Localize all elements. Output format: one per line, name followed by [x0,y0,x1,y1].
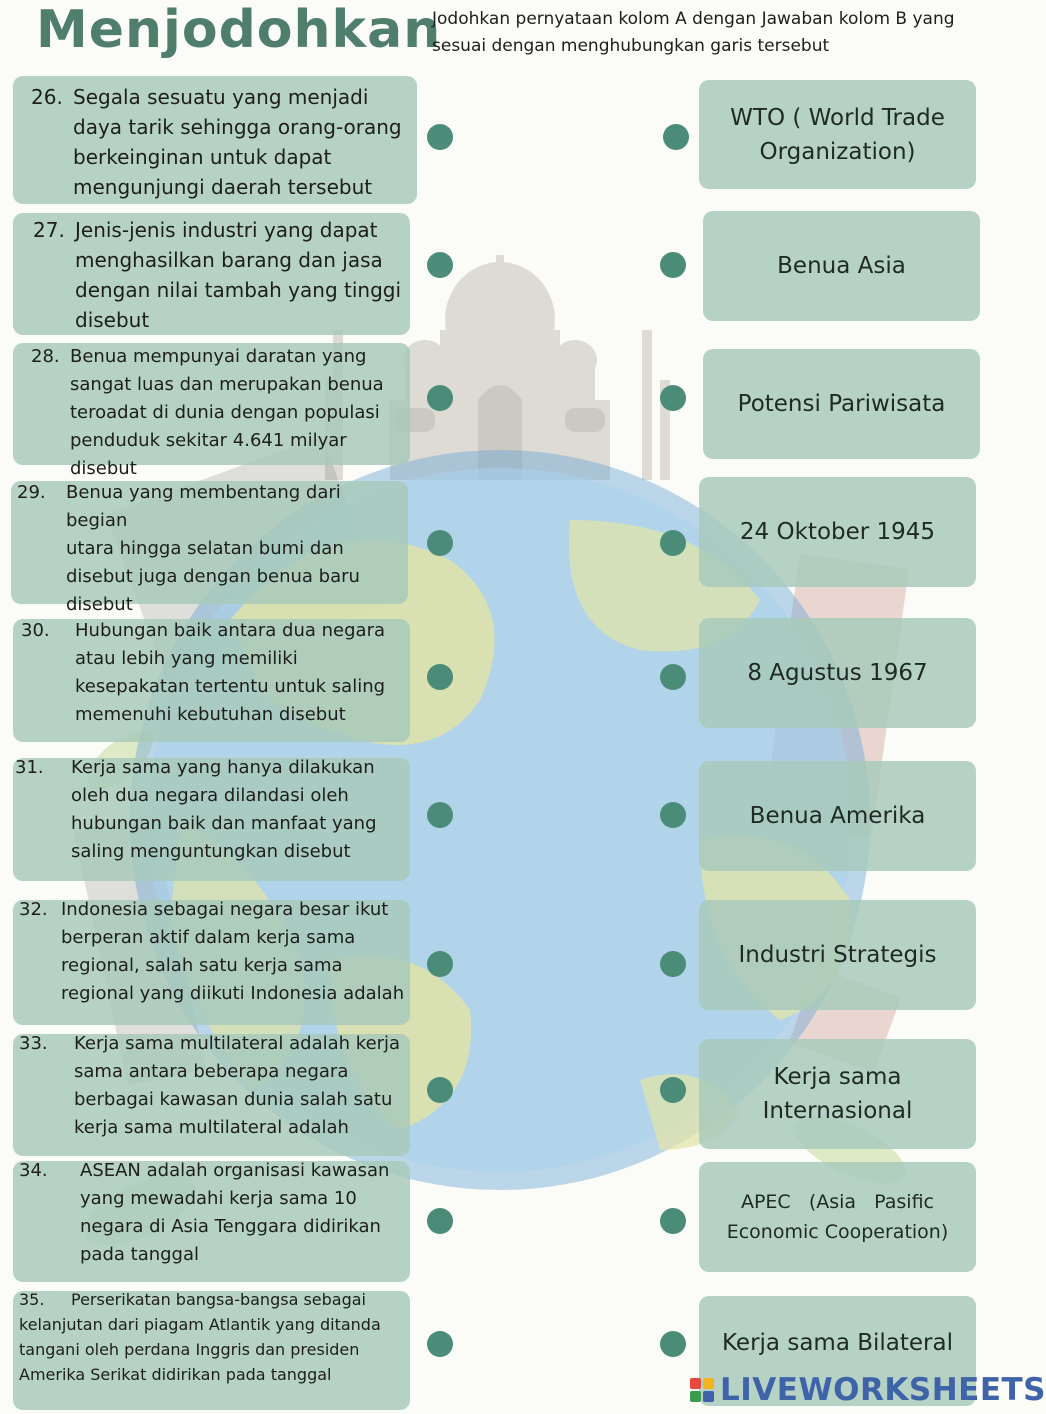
question-box-33 [13,1034,410,1156]
answer-box-4: 24 Oktober 1945 [699,477,976,587]
brand-name: LIVEWORKSHEETS [720,1372,1046,1408]
match-dot-left-26[interactable] [427,124,453,150]
question-number: 31. [15,757,44,778]
question-text: ASEAN adalah organisasi kawasan yang mewadahi kerja sama 10 negara di Asia Tenggara didirikan pada tanggal [80,1160,390,1265]
page-title: Menjodohkan [36,0,442,60]
match-dot-left-31[interactable] [427,802,453,828]
question-number: 33. [19,1033,48,1054]
question-box-27 [13,213,410,335]
question-box-31 [13,758,410,881]
match-dot-right-9[interactable] [660,1208,686,1234]
match-dot-left-33[interactable] [427,1077,453,1103]
question-text: Perserikatan bangsa-bangsa sebagai kelanjutan dari piagam Atlantik yang ditanda tangani oleh perdana Inggris dan presiden Amerika Serikat didirikan pada tanggal [19,1290,381,1384]
answer-box-3: Potensi Pariwisata [703,349,980,459]
question-box-28 [13,343,410,479]
question-text: Benua mempunyai daratan yang sangat luas dan merupakan benua teroadat di dunia dengan populasi penduduk sekitar 4.641 milyar disebut [70,346,384,479]
answer-box-1: WTO ( World Trade Organization) [699,80,976,189]
match-dot-right-6[interactable] [660,802,686,828]
question-text: Hubungan baik antara dua negara atau lebih yang memiliki kesepakatan tertentu untuk saling memenuhi kebutuhan disebut [75,620,386,725]
logo-icon [690,1378,714,1402]
question-box-26 [13,76,417,204]
question-number: 29. [17,482,46,503]
question-text: Jenis-jenis industri yang dapat menghasilkan barang dan jasa dengan nilai tambah yang tinggi disebut [75,218,402,332]
liveworksheets-logo [690,1372,1046,1408]
match-dot-right-8[interactable] [660,1077,686,1103]
match-dot-left-34[interactable] [427,1208,453,1234]
instruction-text: Jodohkan pernyataan kolom A dengan Jawaban kolom B yang sesuai dengan menghubungkan garis tersebut [432,9,955,56]
question-text: Indonesia sebagai negara besar ikut berperan aktif dalam kerja sama regional, salah satu kerja sama regional yang diikuti Indonesia adalah [61,899,405,1004]
question-number: 32. [19,899,48,920]
answer-box-7: Industri Strategis [699,900,976,1010]
answer-box-2: Benua Asia [703,211,980,321]
question-number: 26. [31,85,63,109]
match-dot-left-27[interactable] [427,252,453,278]
answer-box-10: Kerja sama Bilateral [699,1296,976,1406]
match-dot-right-5[interactable] [660,664,686,690]
question-box-34 [13,1161,410,1282]
match-dot-right-3[interactable] [660,385,686,411]
match-dot-left-30[interactable] [427,664,453,690]
match-dot-right-4[interactable] [660,530,686,556]
match-dot-left-35[interactable] [427,1331,453,1357]
question-text: Benua yang membentang dari begian utara hingga selatan bumi dan disebut juga dengan benua baru disebut [66,482,360,615]
question-number: 35. [19,1290,45,1309]
match-dot-right-2[interactable] [660,252,686,278]
match-dot-right-1[interactable] [663,124,689,150]
match-dot-left-29[interactable] [427,530,453,556]
match-dot-left-32[interactable] [427,951,453,977]
answer-box-6: Benua Amerika [699,761,976,871]
answer-box-9: APEC (Asia Pasific Economic Cooperation) [699,1162,976,1272]
question-text: Kerja sama multilateral adalah kerja sama antara beberapa negara berbagai kawasan dunia salah satu kerja sama multilateral adalah [74,1033,401,1138]
question-box-35 [13,1291,410,1410]
answer-box-8: Kerja sama Internasional [699,1039,976,1149]
question-box-30 [13,619,410,742]
match-dot-left-28[interactable] [427,385,453,411]
question-number: 28. [31,346,60,367]
question-box-29 [11,481,408,615]
question-number: 27. [33,218,65,242]
answer-box-5: 8 Agustus 1967 [699,618,976,728]
question-number: 30. [21,620,50,641]
match-dot-right-7[interactable] [660,951,686,977]
question-text: Segala sesuatu yang menjadi daya tarik sehingga orang-orang berkeinginan untuk dapat mengunjungi daerah tersebut [73,85,402,199]
question-number: 34. [19,1160,48,1181]
match-dot-right-10[interactable] [660,1331,686,1357]
question-text: Kerja sama yang hanya dilakukan oleh dua negara dilandasi oleh hubungan baik dan manfaat yang saling menguntungkan disebut [71,757,377,862]
question-box-32 [13,900,410,1025]
